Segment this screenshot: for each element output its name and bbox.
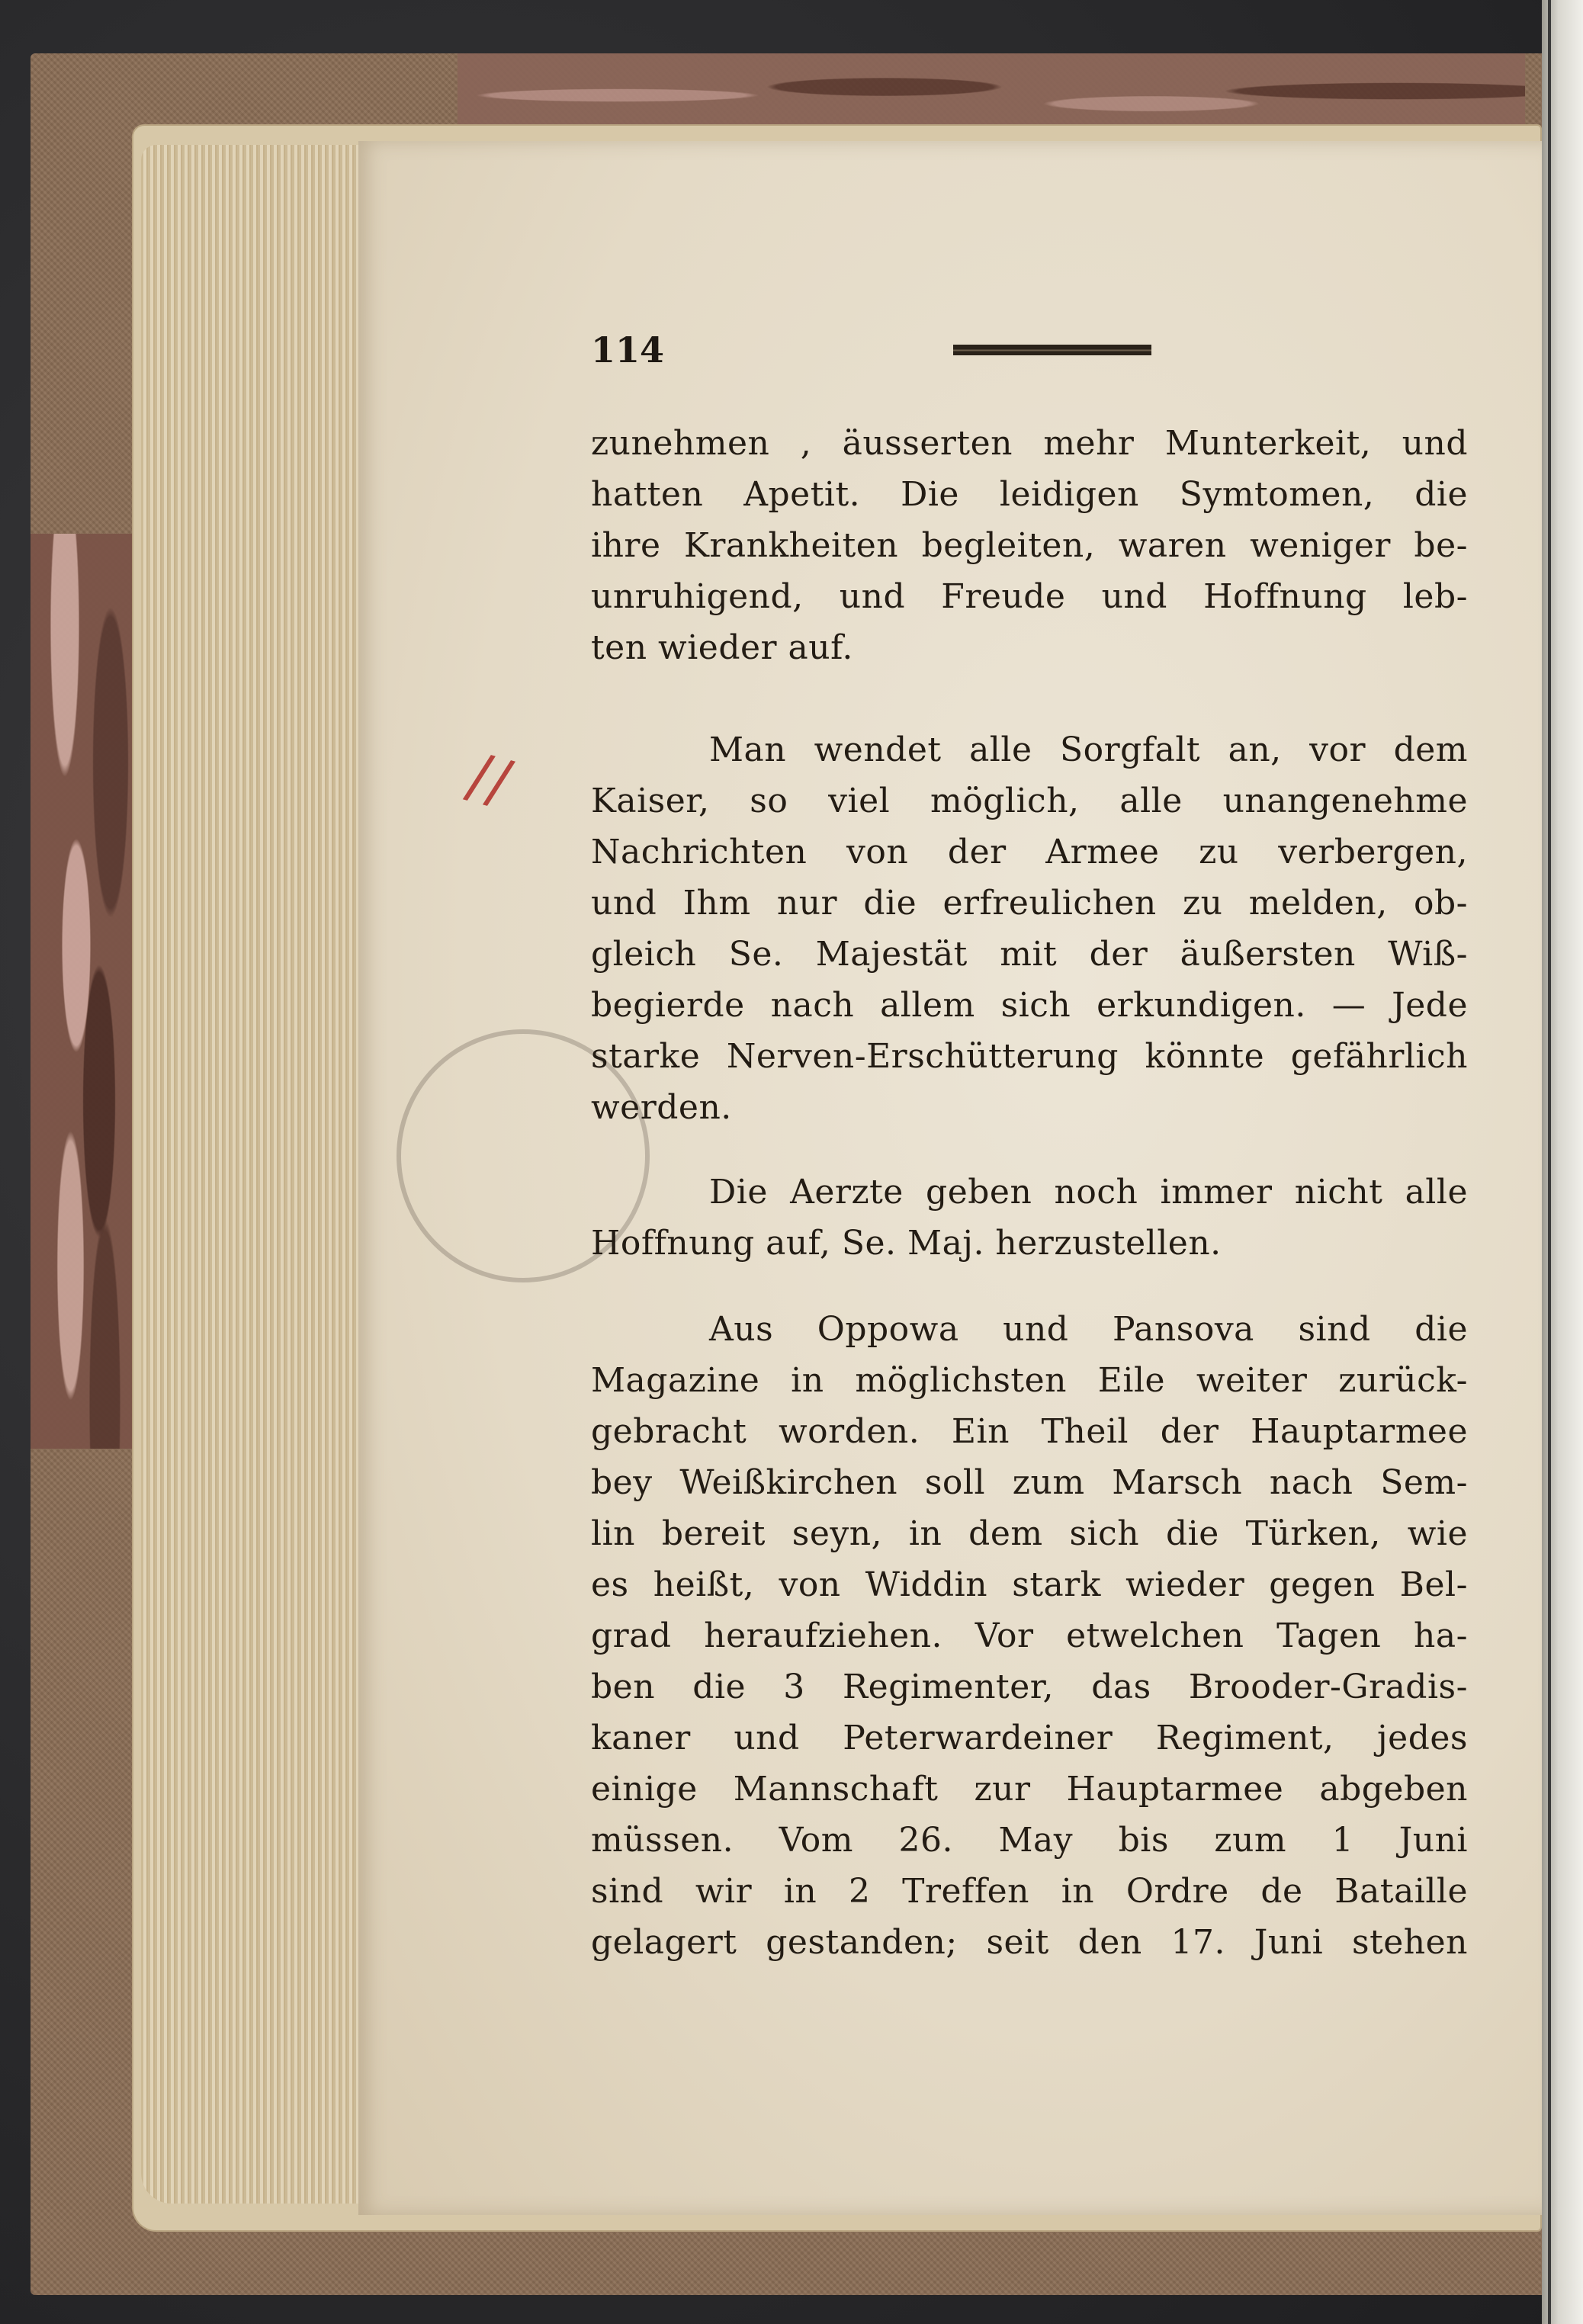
text-line: lin bereit seyn, in dem sich die Türken, wie (591, 1514, 1468, 1553)
text-line: es heißt, von Widdin stark wieder gegen Bel- (591, 1565, 1468, 1604)
text-line: unruhigend, und Freude und Hoffnung leb- (591, 577, 1468, 616)
text-line: Aus Oppowa und Pansova sind die (709, 1310, 1468, 1349)
paragraph-3 (591, 1167, 1468, 1269)
paragraph-2 (591, 724, 1468, 1133)
text-line: Hoffnung auf, Se. Maj. herzustellen. (591, 1224, 1222, 1263)
text-line: gelagert gestanden; seit den 17. Juni stehen (591, 1923, 1468, 1962)
text-line: ten wieder auf. (591, 628, 853, 667)
header-rule (953, 345, 1151, 355)
text-line: ihre Krankheiten begleiten, waren weniger be- (591, 526, 1468, 565)
marbled-endpaper-top (458, 53, 1525, 137)
paragraph-1 (591, 418, 1468, 673)
text-line: zunehmen , äusserten mehr Munterkeit, und (591, 424, 1468, 463)
text-line: kaner und Peterwardeiner Regiment, jedes (591, 1719, 1468, 1757)
text-line: gebracht worden. Ein Theil der Hauptarmee (591, 1412, 1468, 1451)
page-edges (141, 145, 393, 2204)
text-line: gleich Se. Majestät mit der äußersten Wiß- (591, 935, 1468, 974)
text-line: ben die 3 Regimenter, das Brooder-Gradis- (591, 1668, 1468, 1706)
text-line: bey Weißkirchen soll zum Marsch nach Sem- (591, 1463, 1468, 1502)
text-line: sind wir in 2 Treffen in Ordre de Bataille (591, 1872, 1468, 1911)
text-line: begierde nach allem sich erkundigen. — Jede (591, 986, 1468, 1025)
text-line: Nachrichten von der Armee zu verbergen, (591, 833, 1468, 872)
text-line: und Ihm nur die erfreulichen zu melden, ob- (591, 884, 1468, 923)
paragraph-4 (591, 1304, 1468, 1968)
text-line: starke Nerven-Erschütterung könnte gefährlich (591, 1037, 1468, 1076)
margin-pencil-mark: // (460, 739, 519, 819)
text-line: müssen. Vom 26. May bis zum 1 Juni (591, 1821, 1468, 1860)
text-line: Kaiser, so viel möglich, alle unangenehme (591, 782, 1468, 820)
text-line: grad heraufziehen. Vor etwelchen Tagen ha- (591, 1616, 1468, 1655)
marbled-endpaper-side (31, 534, 145, 1449)
text-line: Magazine in möglichsten Eile weiter zurück- (591, 1361, 1468, 1400)
text-line: einige Mannschaft zur Hauptarmee abgeben (591, 1770, 1468, 1809)
text-line: Man wendet alle Sorgfalt an, vor dem (709, 730, 1468, 769)
text-line: werden. (591, 1088, 732, 1127)
text-line: Die Aerzte geben noch immer nicht alle (709, 1173, 1468, 1212)
text-line: hatten Apetit. Die leidigen Symtomen, die (591, 475, 1468, 514)
page-number: 114 (591, 329, 665, 371)
gutter-shadow-line (1548, 0, 1551, 2324)
